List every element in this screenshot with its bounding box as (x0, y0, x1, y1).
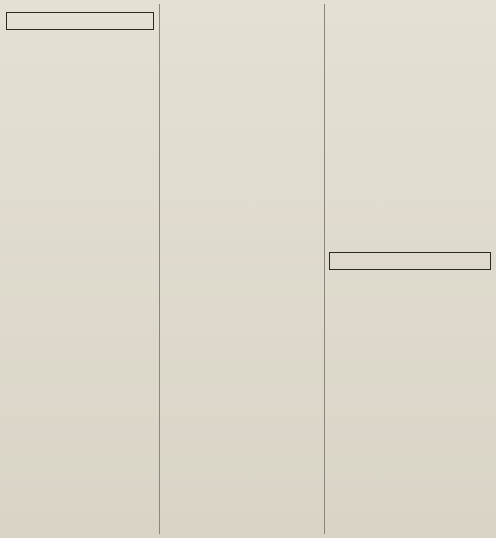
middle-column (162, 6, 322, 534)
article-heading-box (329, 252, 491, 270)
column-divider (159, 4, 160, 534)
article-heading-box (6, 12, 154, 30)
right-column (327, 6, 493, 534)
left-column (4, 6, 156, 534)
blank-space (327, 6, 493, 244)
column-divider (324, 4, 325, 534)
